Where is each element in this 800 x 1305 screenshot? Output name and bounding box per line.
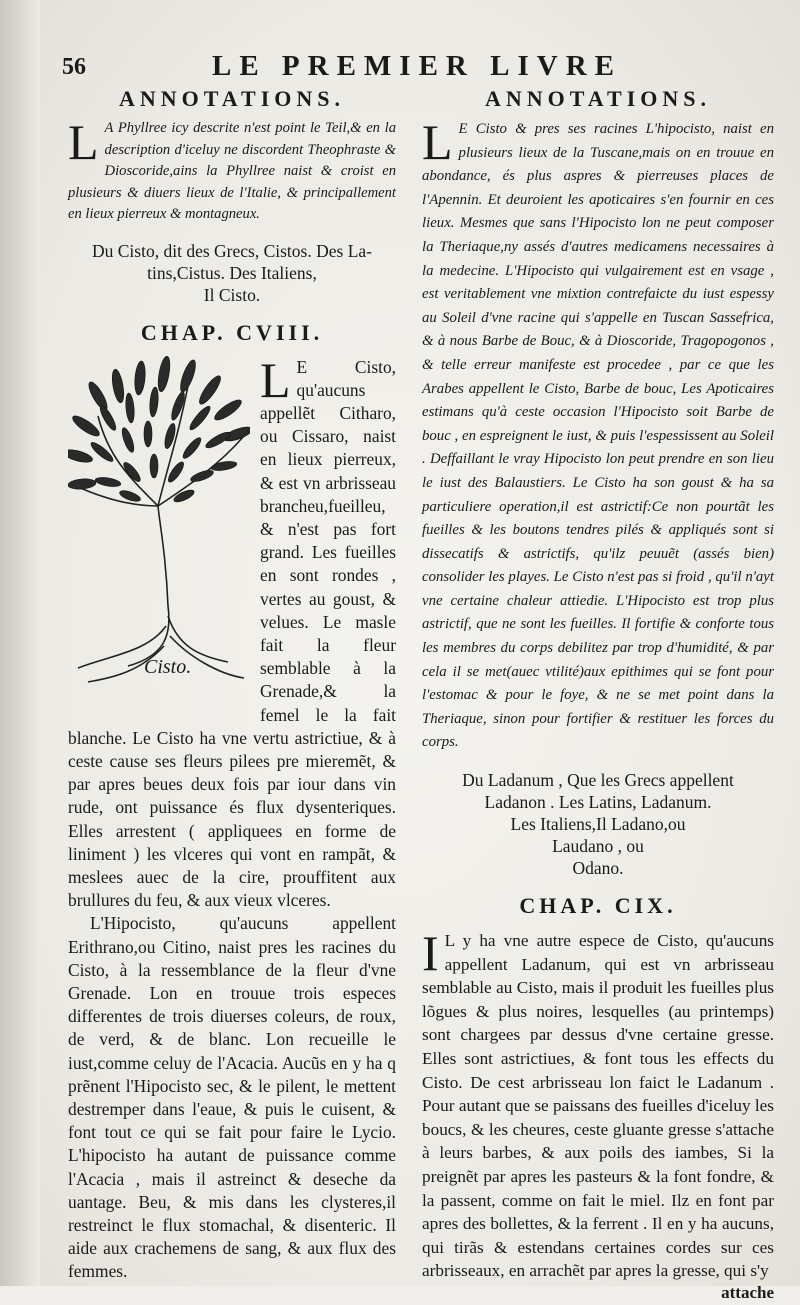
left-annotations-dropcap: L — [68, 114, 99, 170]
left-body-paragraph-2: L'Hipocisto, qu'aucuns appellent Erithrano,ou Citino, naist pres les racines du Cisto, à la ressemblance de la fleur d'vne Grenade. Lon en trouue trois especes differentes de trois diuerses coleurs, de roux, de verd, & de blanc. Lon recueille le iust,comme celuy de l'Acacia. Aucũs en y ha q prẽnent l'Hipocisto sec, & le pilent, le mettent destremper dans l'eaue, & puis le cuisent, & font tout ce qui se fait pour faire le Lycio. L'hipocisto ha autant de puissance comme l'Acacia , mais il astreinct & deseche da uantage. Beu, & mis dans les clysteres,il restreinct le flux stomachal, & disenteric. Il aide aux crachemens de sang, & aux flux des femmes. — [68, 913, 396, 1282]
left-column — [68, 86, 396, 1284]
plant-caption: Cisto. — [144, 655, 192, 678]
cisto-plant-woodcut — [68, 356, 250, 686]
right-annotations-text — [422, 114, 774, 755]
right-title-line: Odano. — [572, 858, 624, 879]
page-gutter-shadow — [0, 0, 40, 1286]
left-title-line: Du Cisto, dit des Grecs, Cistos. Des La- — [92, 240, 372, 261]
right-title-line: Ladanon . Les Latins, Ladanum. — [484, 792, 712, 813]
cisto-illustration — [68, 356, 250, 712]
right-title-line: Du Ladanum , Que les Grecs appellent — [462, 770, 734, 791]
left-annotations-text — [68, 114, 396, 226]
left-title-line: tins,Cistus. Des Italiens, — [147, 262, 317, 283]
right-body-dropcap: I — [422, 925, 439, 982]
left-annotations-heading: ANNOTATIONS. — [118, 86, 346, 111]
left-annotations-body: A Phyllree icy descrite n'est point le Teil,& en la description d'iceluy ne discordent Theophraste & Dioscoride,ains la Phyllree naist & croist en plusieurs & diuers lieux de l'Italie, & principallement en lieux pierreux & montagneux. — [68, 120, 396, 222]
left-chapter-title — [68, 240, 396, 306]
page-number: 56 — [62, 54, 86, 80]
right-title-line: Les Italiens,Il Ladano,ou — [510, 814, 686, 835]
running-title: LE PREMIER LIVRE — [212, 50, 622, 82]
running-head — [62, 50, 782, 84]
left-title-line: Il Cisto. — [203, 284, 261, 305]
right-body-paragraph-1-text: L y ha vne autre espece de Cisto, qu'aucuns appellent Ladanum, qui est vn arbrisseau semblable au Cisto, mais il produit les fueilles plus lõgues & plus noires, lesquelles (au printemps) sont chargees par dessus d'vne certaine gresse. Elles sont astrictiues, & font tous les effects du Cisto. De cest arbrisseau lon faict le Ladanum . Pour autant que se paissans des fueilles d'iceluy les boucs, & les cheures, ceste gluante gresse s'attache à leurs barbes, & aux poils des iambes, Si la preignẽt par apres les pasteurs & la font fondre, & la passent, comme on fait le miel. Ilz en font par apres des bollettes, & la ferrent . Il en y ha aucuns, qui tirãs & estendans certaines cordes sur ces arbrisseaux, en arrachẽt par apres la gresse, qui s'y — [422, 931, 774, 1281]
right-title-line: Laudano , ou — [552, 836, 644, 857]
right-body — [422, 925, 774, 1305]
right-chapter-number: CHAP. CIX. — [519, 893, 677, 919]
right-annotations-body: E Cisto & pres ses racines L'hipocisto, naist en plusieurs lieux de la Tuscane,mais on en trouue en abondance, és plus aspres & pierreuses places de l'Apennin. Et deuroient les apoticaires s'en fournir en ces lieux. Mesmes que sans l'Hipocisto lon ne peut composer la Theriaque,ny assés d'autres medicamens necessaires à la medecine. L'Hipocisto qui vulgairement est en vsage , est veritablement vne mixtion contrefaicte du iust espessy au Soleil d'vne racine qui s'appelle en Tuscan Sassefrica, & à nous Barbe de Bouc, & à Dioscoride, Tragopogonos , & telle erreur manifeste est procedee , par ce que les Arabes appellent le Cisto, Barbe de bouc, Les Apoticaires estimans qu'à ceste occasion l'Hipocisto soit Barbe de bouc , en espreignent le iust, & puis l'espessissent au Soleil . Deffaillant le vray Hipocisto lon peut prendre en son lieu le iust des Balaustiers. Le Cisto ha son goust & ha sa particuliere operation,il est astrictif:Ce non pourtãt les fueilles & les boutons tendres pilés & appliqués sont si dissecatifs & astrictifs, qu'ilz peuuẽt (assés bien) consolider les playes. Le Cisto n'est pas si froid , qu'il n'ayt vne certaine chaleur attiedie. L'Hipocisto est trop plus astrictif, que ne sont les fueilles. Il fortifie & conforte tous les membres du corps debilitez par trop d'humidité, & par cela il se met(auec vtilité)aux epithimes qui se font pour l'estomac & pour le foye, & ne se met point dans la Theriaque, sinon pour fortifier & restituer les forces du corps. — [422, 121, 774, 751]
left-body — [68, 351, 396, 1284]
left-body-dropcap: L — [260, 351, 291, 408]
right-annotations-dropcap: L — [422, 114, 453, 170]
left-body-paragraph-1-text: E Cisto, qu'aucuns appellẽt Citharo, ou Cissaro, naist en lieux pierreux, & est vn arbrisseau brancheu,fueilleu, & n'est pas fort grand. Les fueilles en sont rondes , vertes au goust, & velues. Le masle fait la fleur semblable à la Grenade,& la femel le la fait blanche. Le Cisto ha vne vertu astrictiue, & à ceste cause ses fleurs pilees pre mieremẽt, & par apres beues deux fois par iour dans vin rude, ont puissance és flux dysenteriques. Elles arrestent ( appliquees en forme de liniment ) les vlceres qui vont en rampãt, & meslees auec de la cire, prouffitent aux brullures du feu, & aux vieux vlceres. — [68, 356, 396, 911]
catchword: attache — [721, 1282, 774, 1302]
left-chapter-number: CHAP. CVIII. — [140, 319, 324, 345]
right-body-paragraph-1 — [422, 925, 774, 1283]
right-annotations-heading: ANNOTATIONS. — [484, 86, 712, 111]
right-column — [422, 86, 774, 1305]
right-chapter-title — [422, 769, 774, 879]
